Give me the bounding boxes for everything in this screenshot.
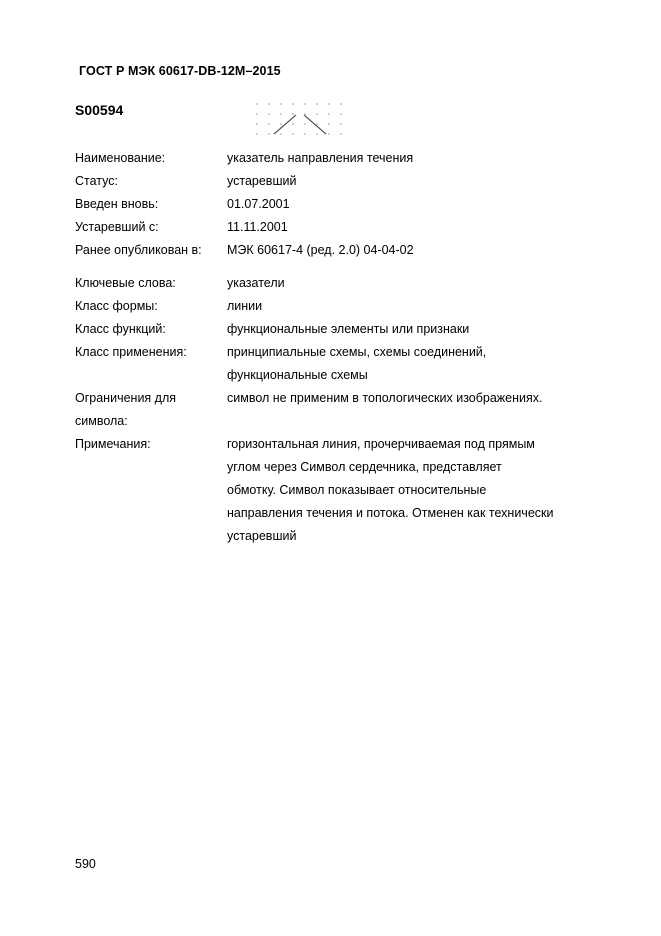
field-row-name: [75, 147, 615, 170]
field-value: направления течения и потока. Отменен как технически: [227, 506, 554, 520]
field-value: функциональные элементы или признаки: [227, 322, 470, 336]
field-label: Устаревший с:: [75, 220, 159, 234]
group-spacer: [75, 262, 615, 272]
field-value: углом через Символ сердечника, представляет: [227, 460, 502, 474]
field-value: [227, 410, 615, 433]
field-label: [75, 479, 227, 502]
field-row-restrictions-cont: [75, 410, 615, 433]
field-row-application-class-cont: [75, 364, 615, 387]
field-row-notes-cont: [75, 502, 615, 525]
standard-header: ГОСТ Р МЭК 60617-DB-12M–2015: [79, 64, 281, 78]
flow-direction-indicator-symbol: [254, 101, 344, 141]
field-label: [75, 364, 227, 387]
field-value: указатель направления течения: [227, 151, 414, 165]
field-label: символа:: [75, 414, 128, 428]
symbol-strokes: [274, 115, 326, 134]
field-label: [75, 502, 227, 525]
field-label: Ключевые слова:: [75, 276, 176, 290]
field-row-notes-cont: [75, 456, 615, 479]
field-label: [75, 525, 227, 548]
field-label: Класс формы:: [75, 299, 158, 313]
field-row-application-class: [75, 341, 615, 364]
field-label: Примечания:: [75, 437, 151, 451]
field-row-obsolete-since: [75, 216, 615, 239]
field-row-notes-cont: [75, 479, 615, 502]
field-row-introduced: [75, 193, 615, 216]
field-row-form-class: [75, 295, 615, 318]
field-value: устаревший: [227, 529, 297, 543]
field-row-function-class: [75, 318, 615, 341]
field-label: Введен вновь:: [75, 197, 159, 211]
field-value: функциональные схемы: [227, 368, 368, 382]
field-value: принципиальные схемы, схемы соединений,: [227, 345, 487, 359]
field-label: Статус:: [75, 174, 118, 188]
field-row-notes-cont: [75, 525, 615, 548]
field-label: Наименование:: [75, 151, 166, 165]
field-value: 11.11.2001: [227, 220, 288, 234]
field-row-previously-published: [75, 239, 615, 262]
field-table: [75, 147, 615, 548]
field-label: [75, 456, 227, 479]
field-label: Ограничения для: [75, 391, 177, 405]
field-label: Класс применения:: [75, 345, 187, 359]
symbol-grid-dots: [256, 103, 342, 135]
field-row-status: [75, 170, 615, 193]
field-value: МЭК 60617-4 (ред. 2.0) 04-04-02: [227, 243, 414, 257]
symbol-code: S00594: [75, 102, 124, 118]
field-value: устаревший: [227, 174, 297, 188]
field-value: линии: [227, 299, 263, 313]
field-label: Класс функций:: [75, 322, 166, 336]
field-row-keywords: [75, 272, 615, 295]
field-value: горизонтальная линия, прочерчиваемая под прямым: [227, 437, 535, 451]
field-value: 01.07.2001: [227, 197, 290, 211]
field-value: обмотку. Символ показывает относительные: [227, 483, 487, 497]
field-row-notes: [75, 433, 615, 456]
page-number: 590: [75, 857, 96, 871]
field-value: символ не применим в топологических изображениях.: [227, 391, 543, 405]
field-row-restrictions: [75, 387, 615, 410]
field-label: Ранее опубликован в:: [75, 243, 202, 257]
field-value: указатели: [227, 276, 285, 290]
